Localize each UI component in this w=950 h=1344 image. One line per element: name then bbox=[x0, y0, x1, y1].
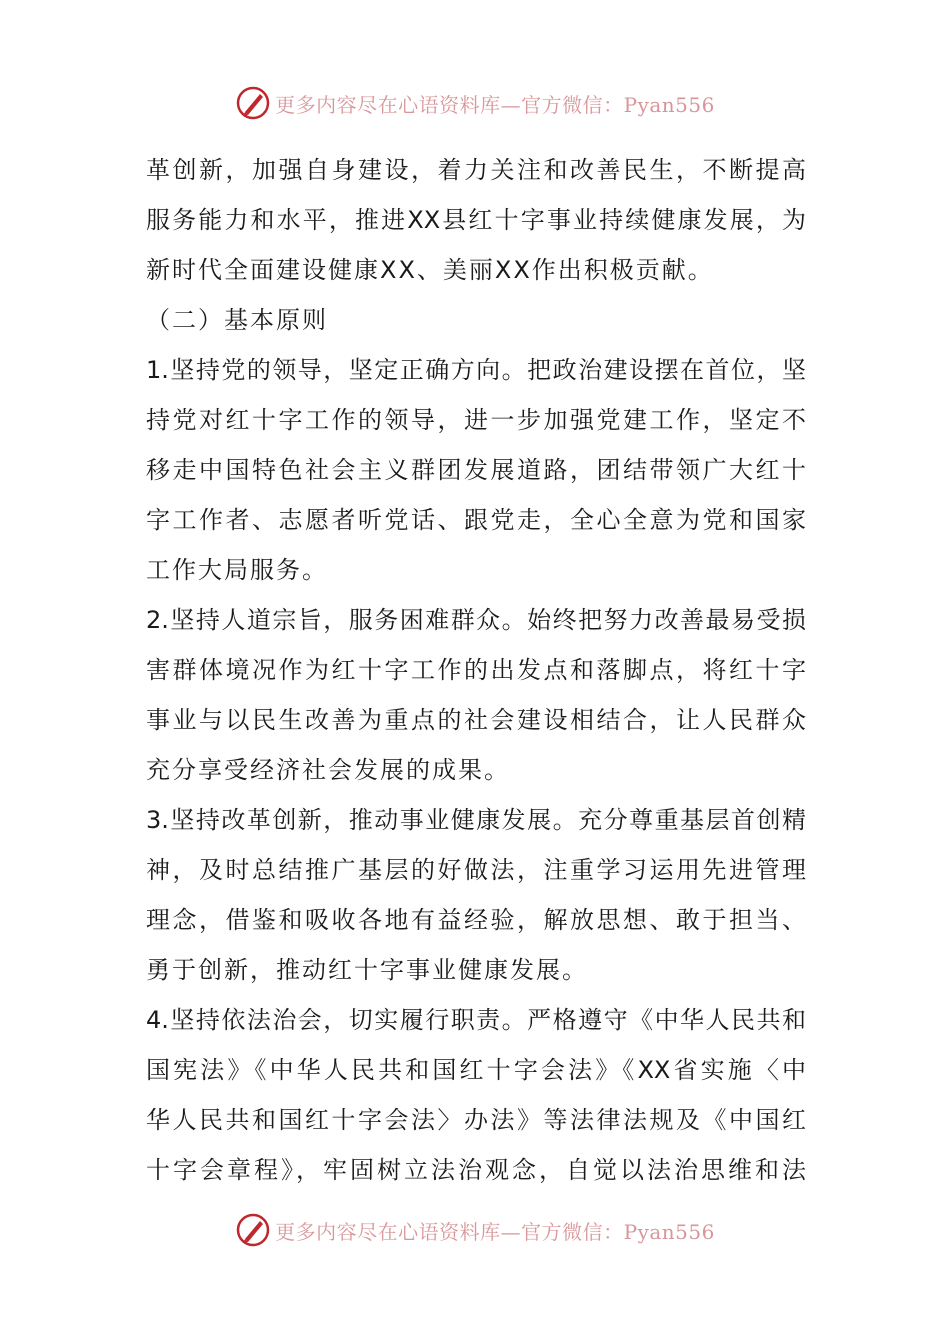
text-line: 服务能力和水平，推进XX县红十字事业持续健康发展，为 bbox=[146, 206, 806, 234]
footer-banner-text: 更多内容尽在心语资料库—官方微信：Pyan556 bbox=[275, 1219, 715, 1244]
text-line: 事业与以民生改善为重点的社会建设相结合，让人民群众 bbox=[146, 706, 806, 734]
header-banner bbox=[0, 83, 950, 123]
text-line: 勇于创新，推动红十字事业健康发展。 bbox=[146, 956, 588, 984]
text-line: 3.坚持改革创新，推动事业健康发展。充分尊重基层首创精 bbox=[146, 806, 806, 834]
text-line: 华人民共和国红十字会法〉办法》等法律法规及《中国红 bbox=[146, 1106, 806, 1134]
text-line: （二）基本原则 bbox=[146, 306, 328, 334]
text-line: 理念，借鉴和吸收各地有益经验，解放思想、敢于担当、 bbox=[146, 906, 806, 934]
document-body bbox=[146, 145, 806, 1195]
text-line: 革创新，加强自身建设，着力关注和改善民生，不断提高 bbox=[146, 156, 806, 184]
text-line: 充分享受经济社会发展的成果。 bbox=[146, 756, 510, 784]
text-line: 1.坚持党的领导，坚定正确方向。把政治建设摆在首位，坚 bbox=[146, 356, 806, 384]
text-line: 神，及时总结推广基层的好做法，注重学习运用先进管理 bbox=[146, 856, 806, 884]
text-line: 字工作者、志愿者听党话、跟党走，全心全意为党和国家 bbox=[146, 506, 806, 534]
text-line: 国宪法》《中华人民共和国红十字会法》《XX省实施〈中 bbox=[146, 1056, 806, 1084]
text-line: 工作大局服务。 bbox=[146, 556, 328, 584]
pen-logo-icon bbox=[235, 1212, 271, 1248]
footer-banner bbox=[0, 1210, 950, 1250]
text-line: 2.坚持人道宗旨，服务困难群众。始终把努力改善最易受损 bbox=[146, 606, 806, 634]
header-banner-text: 更多内容尽在心语资料库—官方微信：Pyan556 bbox=[275, 92, 715, 117]
text-line: 移走中国特色社会主义群团发展道路，团结带领广大红十 bbox=[146, 456, 806, 484]
text-line: 持党对红十字工作的领导，进一步加强党建工作，坚定不 bbox=[146, 406, 806, 434]
text-line: 4.坚持依法治会，切实履行职责。严格遵守《中华人民共和 bbox=[146, 1006, 806, 1034]
text-line: 新时代全面建设健康XX、美丽XX作出积极贡献。 bbox=[146, 256, 714, 284]
pen-logo-icon bbox=[235, 85, 271, 121]
text-line: 害群体境况作为红十字工作的出发点和落脚点，将红十字 bbox=[146, 656, 806, 684]
text-line: 十字会章程》，牢固树立法治观念，自觉以法治思维和法 bbox=[146, 1156, 806, 1184]
